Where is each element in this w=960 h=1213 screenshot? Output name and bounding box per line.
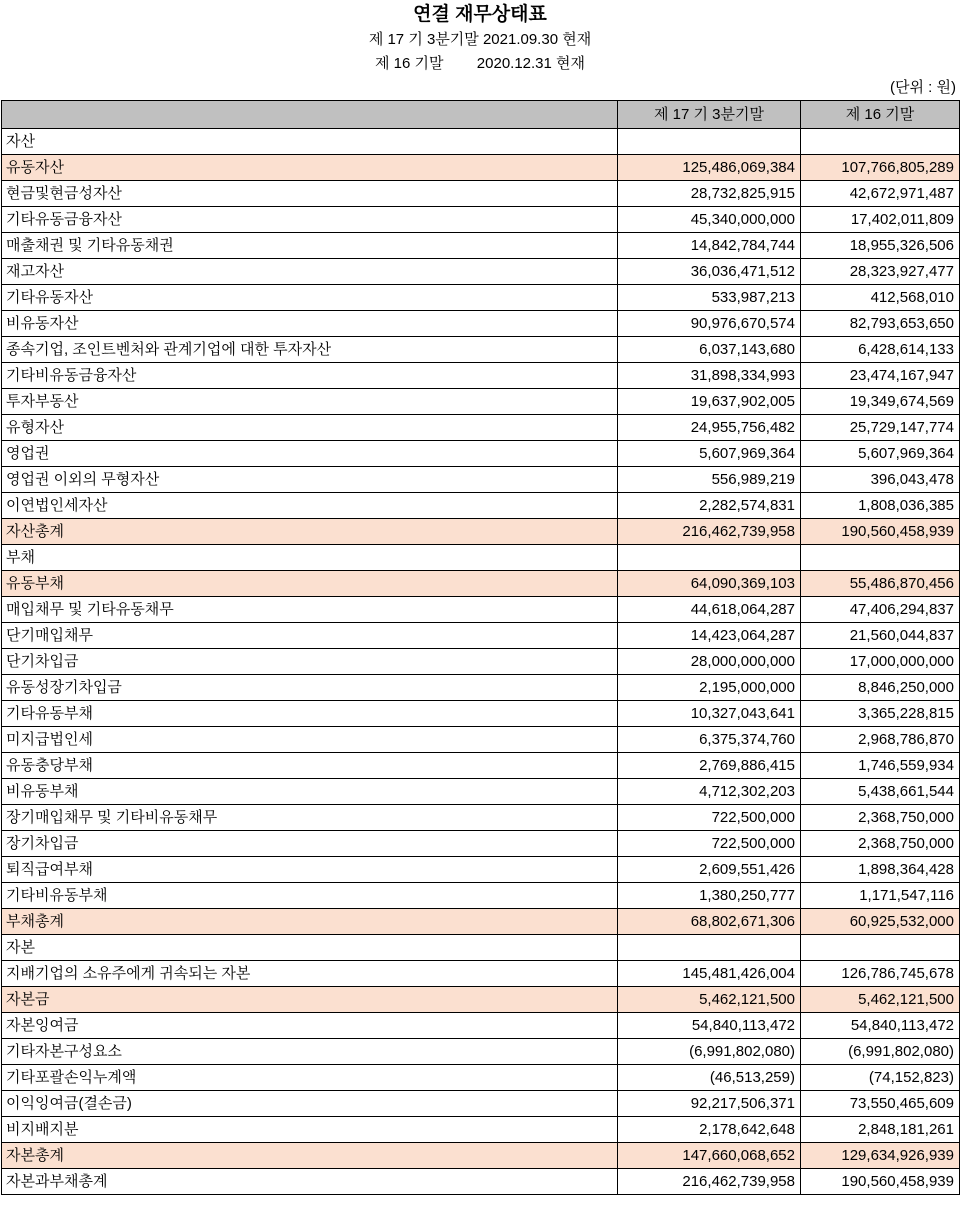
row-value-previous: 1,808,036,385 bbox=[801, 493, 960, 519]
table-row bbox=[2, 987, 960, 1013]
table-row bbox=[2, 701, 960, 727]
row-label: 유동부채 bbox=[2, 571, 618, 597]
row-label: 매출채권 및 기타유동채권 bbox=[2, 233, 618, 259]
row-label: 자본금 bbox=[2, 987, 618, 1013]
table-row bbox=[2, 363, 960, 389]
row-value-previous: 8,846,250,000 bbox=[801, 675, 960, 701]
row-label: 퇴직급여부채 bbox=[2, 857, 618, 883]
table-row bbox=[2, 259, 960, 285]
row-label: 기타유동금융자산 bbox=[2, 207, 618, 233]
row-value-current: 64,090,369,103 bbox=[618, 571, 801, 597]
table-row bbox=[2, 727, 960, 753]
table-row bbox=[2, 779, 960, 805]
row-value-previous: 2,968,786,870 bbox=[801, 727, 960, 753]
row-value-previous: (74,152,823) bbox=[801, 1065, 960, 1091]
table-row bbox=[2, 1013, 960, 1039]
table-row bbox=[2, 1143, 960, 1169]
table-row bbox=[2, 285, 960, 311]
row-value-current: 722,500,000 bbox=[618, 805, 801, 831]
column-header-current-period: 제 17 기 3분기말 bbox=[618, 101, 801, 129]
row-value-current: 2,609,551,426 bbox=[618, 857, 801, 883]
row-value-previous: 47,406,294,837 bbox=[801, 597, 960, 623]
row-label: 재고자산 bbox=[2, 259, 618, 285]
row-value-current: 5,462,121,500 bbox=[618, 987, 801, 1013]
row-value-previous: 60,925,532,000 bbox=[801, 909, 960, 935]
row-value-previous: 129,634,926,939 bbox=[801, 1143, 960, 1169]
row-value-previous: 2,368,750,000 bbox=[801, 805, 960, 831]
row-value-current bbox=[618, 129, 801, 155]
row-label: 유동자산 bbox=[2, 155, 618, 181]
row-value-current: 6,037,143,680 bbox=[618, 337, 801, 363]
table-row bbox=[2, 1039, 960, 1065]
row-label: 이익잉여금(결손금) bbox=[2, 1091, 618, 1117]
table-row bbox=[2, 961, 960, 987]
row-label: 자본과부채총계 bbox=[2, 1169, 618, 1195]
balance-sheet-table bbox=[1, 100, 960, 1195]
row-value-current: 2,769,886,415 bbox=[618, 753, 801, 779]
row-value-previous: 5,462,121,500 bbox=[801, 987, 960, 1013]
row-label: 미지급법인세 bbox=[2, 727, 618, 753]
row-value-previous: 1,746,559,934 bbox=[801, 753, 960, 779]
row-value-current: 6,375,374,760 bbox=[618, 727, 801, 753]
row-value-previous: 2,848,181,261 bbox=[801, 1117, 960, 1143]
table-row bbox=[2, 1065, 960, 1091]
row-value-previous: 42,672,971,487 bbox=[801, 181, 960, 207]
row-value-previous bbox=[801, 545, 960, 571]
row-value-previous: 5,438,661,544 bbox=[801, 779, 960, 805]
row-value-current: 14,842,784,744 bbox=[618, 233, 801, 259]
row-value-previous: 1,898,364,428 bbox=[801, 857, 960, 883]
period-previous-label: 제 16 기말 2020.12.31 현재 bbox=[374, 55, 586, 72]
table-row bbox=[2, 519, 960, 545]
period-current-label: 제 17 기 3분기말 2021.09.30 현재 bbox=[368, 31, 592, 48]
row-value-current: 2,282,574,831 bbox=[618, 493, 801, 519]
table-row bbox=[2, 831, 960, 857]
row-value-current bbox=[618, 935, 801, 961]
table-row bbox=[2, 389, 960, 415]
table-row bbox=[2, 181, 960, 207]
row-value-current: 125,486,069,384 bbox=[618, 155, 801, 181]
row-label: 비유동부채 bbox=[2, 779, 618, 805]
table-body bbox=[2, 129, 960, 1195]
row-value-current: 2,195,000,000 bbox=[618, 675, 801, 701]
row-label: 영업권 이외의 무형자산 bbox=[2, 467, 618, 493]
table-row bbox=[2, 1169, 960, 1195]
row-value-current: 2,178,642,648 bbox=[618, 1117, 801, 1143]
row-label: 기타비유동부채 bbox=[2, 883, 618, 909]
row-value-previous: 18,955,326,506 bbox=[801, 233, 960, 259]
row-value-current: 24,955,756,482 bbox=[618, 415, 801, 441]
row-value-current: 28,000,000,000 bbox=[618, 649, 801, 675]
row-label: 기타포괄손익누계액 bbox=[2, 1065, 618, 1091]
row-value-previous bbox=[801, 935, 960, 961]
row-label: 유동충당부채 bbox=[2, 753, 618, 779]
row-value-previous: 412,568,010 bbox=[801, 285, 960, 311]
row-label: 매입채무 및 기타유동채무 bbox=[2, 597, 618, 623]
row-label: 투자부동산 bbox=[2, 389, 618, 415]
unit-note: (단위 : 원) bbox=[890, 79, 956, 96]
row-value-previous: 17,402,011,809 bbox=[801, 207, 960, 233]
row-value-previous: 21,560,044,837 bbox=[801, 623, 960, 649]
row-label: 자본잉여금 bbox=[2, 1013, 618, 1039]
row-value-current: 92,217,506,371 bbox=[618, 1091, 801, 1117]
row-value-current: 533,987,213 bbox=[618, 285, 801, 311]
row-value-current: 36,036,471,512 bbox=[618, 259, 801, 285]
row-label: 기타자본구성요소 bbox=[2, 1039, 618, 1065]
table-row bbox=[2, 909, 960, 935]
row-value-current: 54,840,113,472 bbox=[618, 1013, 801, 1039]
row-label: 단기매입채무 bbox=[2, 623, 618, 649]
table-row bbox=[2, 935, 960, 961]
row-value-previous: 54,840,113,472 bbox=[801, 1013, 960, 1039]
row-label: 자본총계 bbox=[2, 1143, 618, 1169]
row-label: 기타비유동금융자산 bbox=[2, 363, 618, 389]
row-label: 종속기업, 조인트벤처와 관계기업에 대한 투자자산 bbox=[2, 337, 618, 363]
table-row bbox=[2, 155, 960, 181]
row-label: 단기차입금 bbox=[2, 649, 618, 675]
row-value-previous: 3,365,228,815 bbox=[801, 701, 960, 727]
row-value-previous: 1,171,547,116 bbox=[801, 883, 960, 909]
row-label: 비지배지분 bbox=[2, 1117, 618, 1143]
row-label: 자산총계 bbox=[2, 519, 618, 545]
row-value-previous: 82,793,653,650 bbox=[801, 311, 960, 337]
row-label: 장기차입금 bbox=[2, 831, 618, 857]
row-value-previous: 190,560,458,939 bbox=[801, 519, 960, 545]
row-label: 기타유동자산 bbox=[2, 285, 618, 311]
row-value-previous: 28,323,927,477 bbox=[801, 259, 960, 285]
title-block bbox=[0, 0, 960, 76]
row-value-current: 216,462,739,958 bbox=[618, 1169, 801, 1195]
row-value-current: 145,481,426,004 bbox=[618, 961, 801, 987]
table-row bbox=[2, 597, 960, 623]
row-value-current: 44,618,064,287 bbox=[618, 597, 801, 623]
row-value-previous bbox=[801, 129, 960, 155]
row-value-previous: 19,349,674,569 bbox=[801, 389, 960, 415]
table-row bbox=[2, 805, 960, 831]
row-label: 지배기업의 소유주에게 귀속되는 자본 bbox=[2, 961, 618, 987]
table-row bbox=[2, 545, 960, 571]
table-row bbox=[2, 467, 960, 493]
row-label: 부채 bbox=[2, 545, 618, 571]
row-value-previous: (6,991,802,080) bbox=[801, 1039, 960, 1065]
table-row bbox=[2, 1091, 960, 1117]
table-row bbox=[2, 857, 960, 883]
row-value-previous: 396,043,478 bbox=[801, 467, 960, 493]
page-title: 연결 재무상태표 bbox=[413, 4, 547, 25]
row-label: 유형자산 bbox=[2, 415, 618, 441]
row-value-current: 147,660,068,652 bbox=[618, 1143, 801, 1169]
table-row bbox=[2, 233, 960, 259]
row-value-previous: 6,428,614,133 bbox=[801, 337, 960, 363]
table-header-row bbox=[2, 101, 960, 129]
row-value-current: 4,712,302,203 bbox=[618, 779, 801, 805]
row-value-previous: 17,000,000,000 bbox=[801, 649, 960, 675]
table-row bbox=[2, 415, 960, 441]
row-value-previous: 25,729,147,774 bbox=[801, 415, 960, 441]
row-value-previous: 190,560,458,939 bbox=[801, 1169, 960, 1195]
row-label: 장기매입채무 및 기타비유동채무 bbox=[2, 805, 618, 831]
row-value-current: 1,380,250,777 bbox=[618, 883, 801, 909]
row-value-current: 216,462,739,958 bbox=[618, 519, 801, 545]
row-label: 유동성장기차입금 bbox=[2, 675, 618, 701]
table-row bbox=[2, 493, 960, 519]
table-row bbox=[2, 649, 960, 675]
table-row bbox=[2, 337, 960, 363]
row-value-previous: 23,474,167,947 bbox=[801, 363, 960, 389]
table-row bbox=[2, 623, 960, 649]
row-value-current: 5,607,969,364 bbox=[618, 441, 801, 467]
table-row bbox=[2, 675, 960, 701]
table-header bbox=[2, 101, 960, 129]
table-row bbox=[2, 571, 960, 597]
row-label: 이연법인세자산 bbox=[2, 493, 618, 519]
table-row bbox=[2, 883, 960, 909]
row-value-current: 19,637,902,005 bbox=[618, 389, 801, 415]
row-value-current: 14,423,064,287 bbox=[618, 623, 801, 649]
row-value-current: 45,340,000,000 bbox=[618, 207, 801, 233]
row-value-previous: 5,607,969,364 bbox=[801, 441, 960, 467]
row-value-previous: 107,766,805,289 bbox=[801, 155, 960, 181]
table-row bbox=[2, 129, 960, 155]
row-label: 영업권 bbox=[2, 441, 618, 467]
row-label: 현금및현금성자산 bbox=[2, 181, 618, 207]
table-row bbox=[2, 1117, 960, 1143]
row-value-previous: 2,368,750,000 bbox=[801, 831, 960, 857]
row-value-current: 68,802,671,306 bbox=[618, 909, 801, 935]
table-row bbox=[2, 753, 960, 779]
row-label: 자본 bbox=[2, 935, 618, 961]
row-value-current: 556,989,219 bbox=[618, 467, 801, 493]
row-value-current: 28,732,825,915 bbox=[618, 181, 801, 207]
row-value-current: 31,898,334,993 bbox=[618, 363, 801, 389]
table-row bbox=[2, 207, 960, 233]
row-label: 부채총계 bbox=[2, 909, 618, 935]
row-value-current: (46,513,259) bbox=[618, 1065, 801, 1091]
row-value-current: 10,327,043,641 bbox=[618, 701, 801, 727]
row-value-current: (6,991,802,080) bbox=[618, 1039, 801, 1065]
column-header-previous-period: 제 16 기말 bbox=[801, 101, 960, 129]
row-value-current: 722,500,000 bbox=[618, 831, 801, 857]
table-row bbox=[2, 311, 960, 337]
row-value-previous: 55,486,870,456 bbox=[801, 571, 960, 597]
table-row bbox=[2, 441, 960, 467]
column-header-label bbox=[2, 101, 618, 129]
row-label: 비유동자산 bbox=[2, 311, 618, 337]
row-value-previous: 126,786,745,678 bbox=[801, 961, 960, 987]
row-value-current: 90,976,670,574 bbox=[618, 311, 801, 337]
row-label: 기타유동부채 bbox=[2, 701, 618, 727]
row-label: 자산 bbox=[2, 129, 618, 155]
row-value-current bbox=[618, 545, 801, 571]
row-value-previous: 73,550,465,609 bbox=[801, 1091, 960, 1117]
